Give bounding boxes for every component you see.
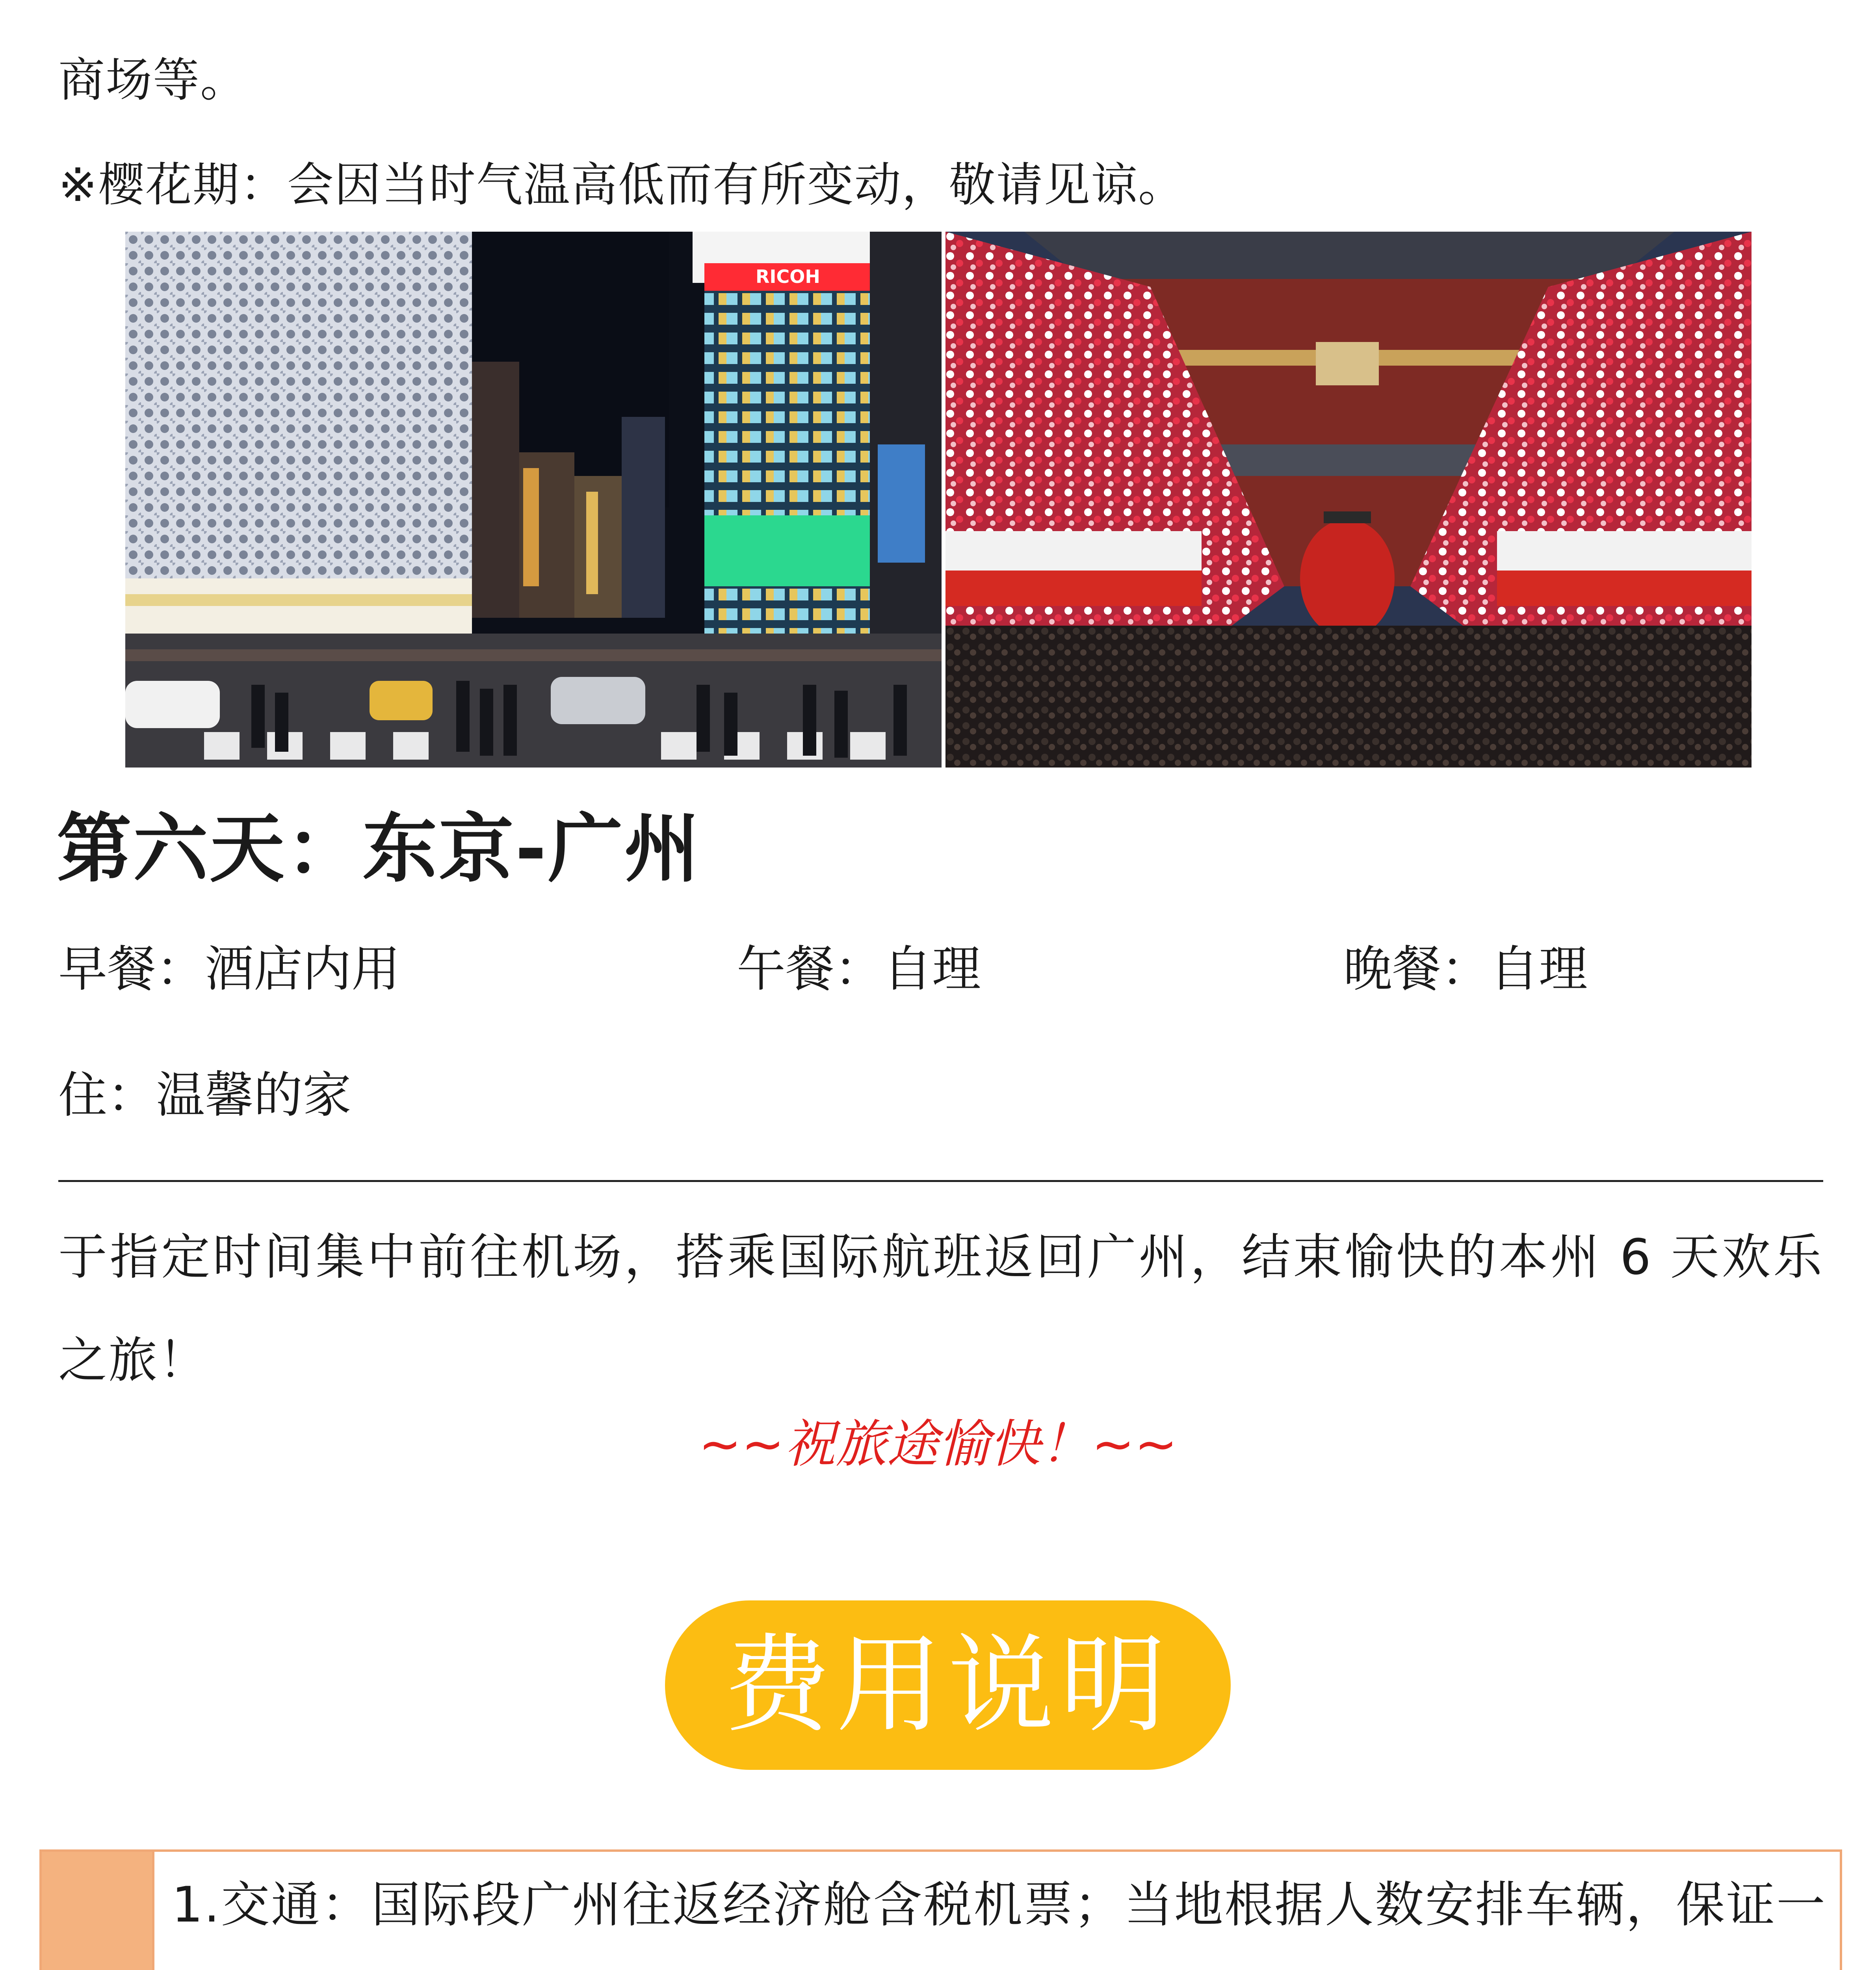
day-six-title: 第六天：东京-广州 bbox=[57, 805, 701, 892]
accommodation-info: 住：温馨的家 bbox=[58, 1067, 352, 1124]
fee-section-banner bbox=[665, 1600, 1231, 1770]
dinner-info: 晚餐：自理 bbox=[1343, 941, 1588, 998]
lunch-info: 午餐：自理 bbox=[737, 941, 981, 998]
breakfast-info: 早餐：酒店内用 bbox=[58, 941, 401, 998]
fee-included-table bbox=[39, 1849, 1842, 1970]
cherry-blossom-note: ※樱花期：会因当时气温高低而有所变动，敬请见谅。 bbox=[58, 158, 1185, 212]
temple-lantern-photo bbox=[945, 232, 1752, 768]
section-divider bbox=[58, 1180, 1823, 1182]
ricoh-sign: RICOH bbox=[756, 266, 820, 287]
fee-section-title: 费用说明 bbox=[724, 1623, 1172, 1747]
fee-included-label bbox=[42, 1852, 154, 1970]
fee-item-transport: 1.交通：国际段广州往返经济舱含税机票；当地根据人数安排车辆，保证一 bbox=[172, 1877, 1826, 1933]
farewell-wish: ~~祝旅途愉快！~~ bbox=[698, 1414, 1178, 1474]
fee-included-content bbox=[172, 1853, 1826, 1970]
day-six-description: 于指定时间集中前往机场，搭乘国际航班返回广州，结束愉快的本州 6 天欢乐之旅！ bbox=[58, 1229, 1823, 1389]
intro-line-1: 商场等。 bbox=[58, 53, 248, 107]
city-night-photo bbox=[125, 232, 942, 768]
